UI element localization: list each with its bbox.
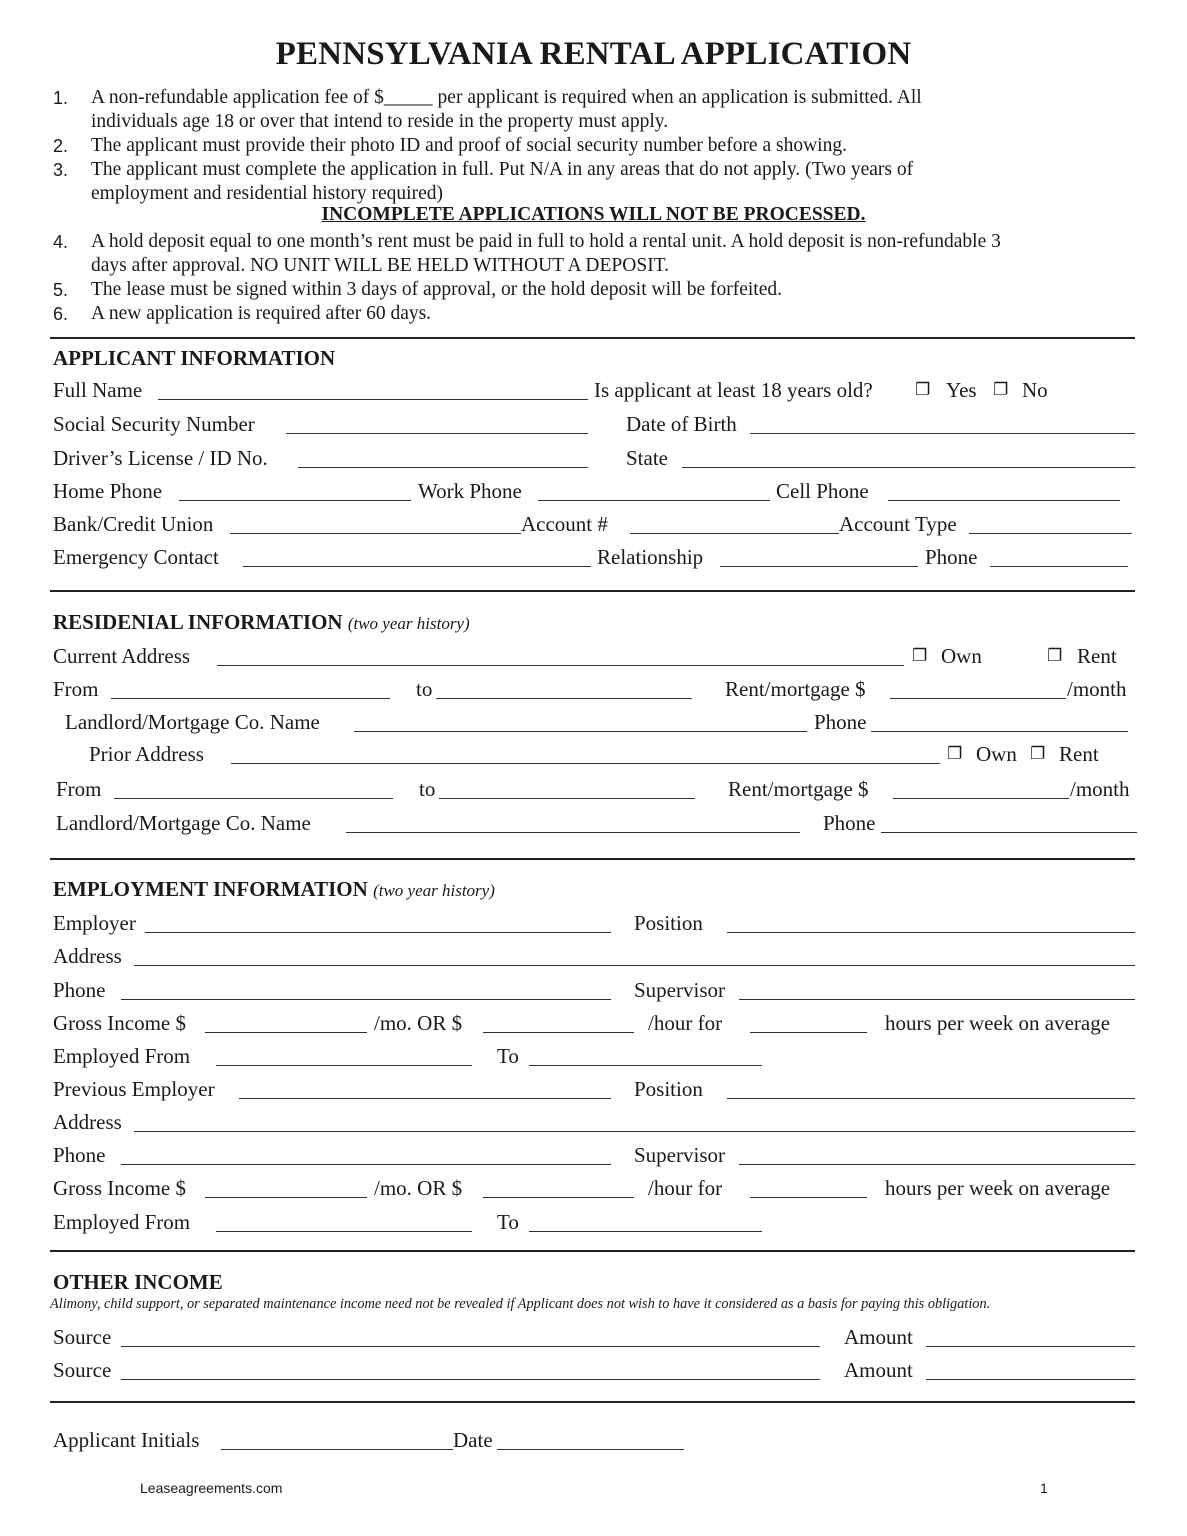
prior-to-field[interactable] (439, 798, 695, 799)
prev-phone-field[interactable] (121, 1164, 611, 1165)
employer-address-field[interactable] (134, 965, 1135, 966)
employment-heading: EMPLOYMENT INFORMATION (two year history) (53, 877, 495, 901)
rent-checkbox[interactable]: ❐ (1047, 646, 1063, 666)
cell-phone-field[interactable] (888, 500, 1120, 501)
row-ssn (0, 410, 1187, 438)
from-label: From (53, 677, 99, 701)
employed-to-field[interactable] (529, 1065, 762, 1066)
amount-label-2: Amount (844, 1358, 913, 1382)
prev-hours-field[interactable] (750, 1197, 867, 1198)
amount-label: Amount (844, 1325, 913, 1349)
work-phone-field[interactable] (538, 500, 770, 501)
landlord-label: Landlord/Mortgage Co. Name (65, 710, 320, 734)
row-signoff (0, 1426, 1187, 1454)
full-name-label: Full Name (53, 378, 143, 402)
work-phone-label: Work Phone (418, 479, 522, 503)
current-address-field[interactable] (217, 665, 904, 666)
prev-hours-week-label: hours per week on average (885, 1176, 1111, 1200)
ssn-field[interactable] (286, 433, 588, 434)
prev-gross-label: Gross Income $ (53, 1176, 186, 1200)
rent-mortgage-field[interactable] (890, 698, 1066, 699)
prior-own-label: Own (976, 742, 1017, 766)
row-previous-employer (0, 1075, 1187, 1103)
age-question-label: Is applicant at least 18 years old? (594, 378, 873, 402)
account-field[interactable] (630, 533, 839, 534)
prev-supervisor-label: Supervisor (634, 1143, 725, 1167)
row-current-dates (0, 675, 1187, 703)
initials-field[interactable] (221, 1449, 453, 1450)
section-divider (50, 337, 1135, 339)
license-label: Driver’s License / ID No. (53, 446, 268, 470)
cell-phone-label: Cell Phone (776, 479, 869, 503)
prior-from-field[interactable] (114, 798, 393, 799)
row-prev-address (0, 1108, 1187, 1136)
initials-label: Applicant Initials (53, 1428, 200, 1452)
date-field[interactable] (497, 1449, 684, 1450)
section-divider (50, 1250, 1135, 1252)
prev-hourly-field[interactable] (483, 1197, 634, 1198)
section-divider (50, 858, 1135, 860)
relationship-label: Relationship (597, 545, 704, 569)
employed-to-label: To (497, 1044, 519, 1068)
section-divider (50, 590, 1135, 592)
row-employer (0, 909, 1187, 937)
state-field[interactable] (682, 467, 1135, 468)
prev-address-field[interactable] (134, 1131, 1135, 1132)
month-label: /month (1067, 677, 1127, 701)
prev-position-field[interactable] (727, 1098, 1135, 1099)
mo-or-label: /mo. OR $ (374, 1011, 463, 1035)
relationship-field[interactable] (720, 566, 918, 567)
home-phone-field[interactable] (179, 500, 411, 501)
previous-employer-field[interactable] (239, 1098, 611, 1099)
employer-phone-label: Phone (53, 978, 106, 1002)
rent-mortgage-label: Rent/mortgage $ (725, 677, 866, 701)
prev-hour-for-label: /hour for (648, 1176, 723, 1200)
row-gross-income (0, 1009, 1187, 1037)
incomplete-notice: INCOMPLETE APPLICATIONS WILL NOT BE PROCESSED. (321, 204, 866, 225)
prior-rent-mortgage-label: Rent/mortgage $ (728, 777, 869, 801)
from-field[interactable] (111, 698, 390, 699)
prior-landlord-phone-label: Phone (823, 811, 876, 835)
no-label: No (1022, 378, 1048, 402)
prior-to-label: to (419, 777, 436, 801)
position-field[interactable] (727, 932, 1135, 933)
prev-employed-from-label: Employed From (53, 1210, 191, 1234)
row-source-2 (0, 1356, 1187, 1384)
employer-address-label: Address (53, 944, 122, 968)
applicant-heading: APPLICANT INFORMATION (53, 346, 336, 370)
emergency-field[interactable] (243, 566, 591, 567)
prior-from-label: From (56, 777, 102, 801)
amount-field-2[interactable] (926, 1379, 1135, 1380)
position-label: Position (634, 911, 703, 935)
prior-rent-label: Rent (1059, 742, 1099, 766)
emergency-phone-label: Phone (925, 545, 978, 569)
row-employer-address (0, 942, 1187, 970)
source-label: Source (53, 1325, 112, 1349)
prior-address-field[interactable] (231, 763, 940, 764)
own-checkbox[interactable]: ❐ (912, 646, 928, 666)
prev-employed-from-field[interactable] (216, 1231, 472, 1232)
landlord-field[interactable] (354, 731, 807, 732)
footer-site: Leaseagreements.com (140, 1480, 283, 1496)
other-income-note: Alimony, child support, or separated maintenance income need not be revealed if Applicant does not wish to have it considered as a basis for paying this obligation. (50, 1296, 991, 1312)
source-label-2: Source (53, 1358, 112, 1382)
prior-own-checkbox[interactable]: ❐ (947, 744, 963, 764)
section-divider (50, 1401, 1135, 1403)
prior-rent-mortgage-field[interactable] (893, 798, 1069, 799)
supervisor-field[interactable] (739, 999, 1135, 1000)
prior-landlord-label: Landlord/Mortgage Co. Name (56, 811, 311, 835)
row-source-1 (0, 1323, 1187, 1351)
prev-employed-to-field[interactable] (529, 1231, 762, 1232)
hourly-rate-field[interactable] (483, 1032, 634, 1033)
emergency-phone-field[interactable] (990, 566, 1128, 567)
row-prior-dates (0, 775, 1187, 803)
prior-address-label: Prior Address (89, 742, 204, 766)
prev-position-label: Position (634, 1077, 703, 1101)
account-type-label: Account Type (839, 512, 957, 536)
hour-for-label: /hour for (648, 1011, 723, 1035)
page-title: PENNSYLVANIA RENTAL APPLICATION (275, 36, 912, 72)
residential-heading: RESIDENIAL INFORMATION (two year history) (53, 610, 470, 634)
employed-from-label: Employed From (53, 1044, 191, 1068)
rent-label: Rent (1077, 644, 1117, 668)
employer-phone-field[interactable] (121, 999, 611, 1000)
home-phone-label: Home Phone (53, 479, 163, 503)
dob-field[interactable] (750, 433, 1135, 434)
previous-employer-label: Previous Employer (53, 1077, 215, 1101)
prev-gross-field[interactable] (205, 1197, 367, 1198)
prev-address-label: Address (53, 1110, 122, 1134)
row-prev-gross (0, 1174, 1187, 1202)
prev-mo-or-label: /mo. OR $ (374, 1176, 463, 1200)
employer-label: Employer (53, 911, 136, 935)
source-field[interactable] (121, 1346, 820, 1347)
gross-income-label: Gross Income $ (53, 1011, 186, 1035)
row-full-name (0, 376, 1187, 404)
row-employed-from (0, 1042, 1187, 1070)
yes-checkbox[interactable]: ❐ (915, 380, 931, 400)
prior-rent-checkbox[interactable]: ❐ (1030, 744, 1046, 764)
row-employer-phone (0, 976, 1187, 1004)
row-prev-employed-from (0, 1208, 1187, 1236)
source-field-2[interactable] (121, 1379, 820, 1380)
employer-field[interactable] (145, 932, 611, 933)
instructions-list: 1. A non-refundable application fee of $_____ per applicant is required when an application is submitted. All individuals age 18 or over that intend to reside in the property must apply. 2. The applicant must provide their photo ID and proof of social security number before a showing. 3. The applicant must complete the application in full. Put N/A in any areas that do not apply. (Two years of employment and residential history required) 4. A hold deposit equal to one month’s rent must be paid in full to hold a rental unit. A hold deposit is non-refundable 3 days after approval. NO UNIT WILL BE HELD WITHOUT A DEPOSIT. 5. The lease must be signed within 3 days of approval, or the hold deposit will be forfeited. 6. A new application is required after 60 days. (53, 87, 1001, 324)
other-income-heading: OTHER INCOME (53, 1270, 223, 1294)
bank-field[interactable] (230, 533, 521, 534)
account-label: Account # (521, 512, 608, 536)
to-field[interactable] (436, 698, 692, 699)
hours-week-label: hours per week on average (885, 1011, 1111, 1035)
prior-landlord-field[interactable] (346, 832, 800, 833)
supervisor-label: Supervisor (634, 978, 725, 1002)
bank-label: Bank/Credit Union (53, 512, 214, 536)
dob-label: Date of Birth (626, 412, 737, 436)
row-bank (0, 510, 1187, 538)
row-prior-address (0, 740, 1187, 768)
prior-landlord-phone-field[interactable] (881, 832, 1137, 833)
date-label: Date (453, 1428, 493, 1452)
account-type-field[interactable] (969, 533, 1132, 534)
employed-from-field[interactable] (216, 1065, 472, 1066)
gross-income-field[interactable] (205, 1032, 367, 1033)
prev-phone-label: Phone (53, 1143, 106, 1167)
prior-month-label: /month (1070, 777, 1130, 801)
row-current-landlord (0, 708, 1187, 736)
row-prior-landlord (0, 809, 1187, 837)
row-license (0, 444, 1187, 472)
landlord-phone-field[interactable] (871, 731, 1128, 732)
yes-label: Yes (946, 378, 977, 402)
landlord-phone-label: Phone (814, 710, 867, 734)
row-current-address (0, 642, 1187, 670)
prev-supervisor-field[interactable] (739, 1164, 1135, 1165)
license-field[interactable] (298, 467, 588, 468)
state-label: State (626, 446, 668, 470)
row-emergency (0, 543, 1187, 571)
hours-field[interactable] (750, 1032, 867, 1033)
current-address-label: Current Address (53, 644, 191, 668)
to-label: to (416, 677, 433, 701)
prev-employed-to-label: To (497, 1210, 519, 1234)
own-label: Own (941, 644, 982, 668)
page-number: 1 (1040, 1480, 1048, 1496)
row-prev-phone (0, 1141, 1187, 1169)
full-name-field[interactable] (158, 399, 588, 400)
ssn-label: Social Security Number (53, 412, 255, 436)
emergency-label: Emergency Contact (53, 545, 219, 569)
no-checkbox[interactable]: ❐ (993, 380, 1009, 400)
row-phones (0, 477, 1187, 505)
amount-field[interactable] (926, 1346, 1135, 1347)
